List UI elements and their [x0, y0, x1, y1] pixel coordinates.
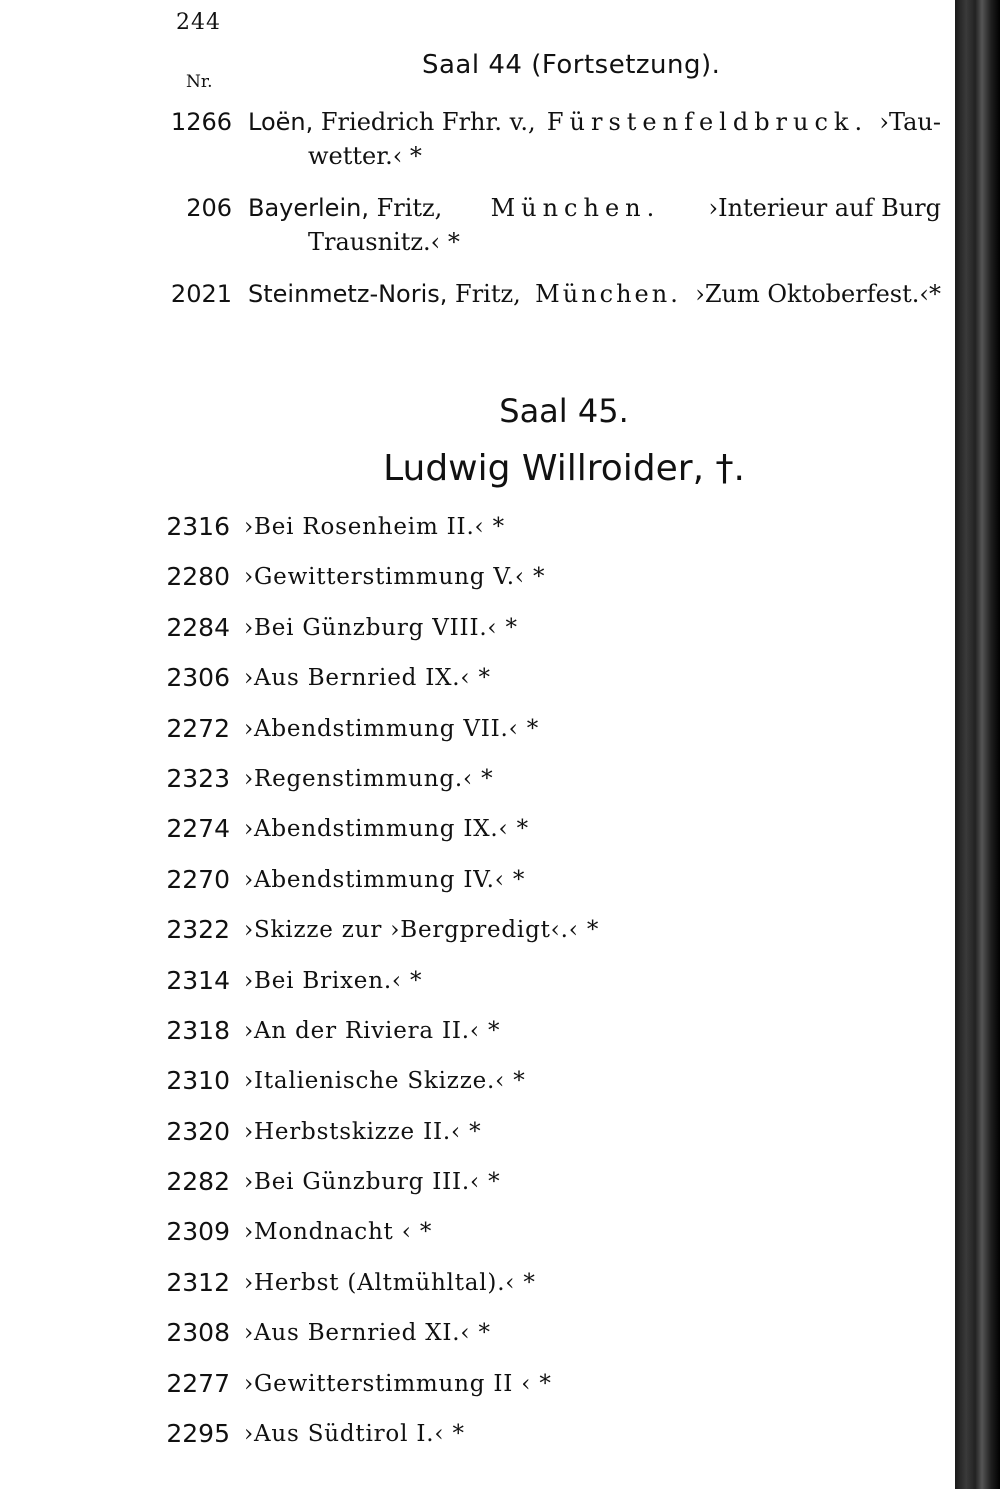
artist-name: Bayerlein, Fritz,: [248, 194, 443, 222]
list-item: 2323 ›Regenstimmung.‹ *: [166, 763, 494, 793]
list-item: 2318 ›An der Riviera II.‹ *: [166, 1015, 501, 1045]
list-item: 2270 ›Abendstimmung IV.‹ *: [166, 864, 526, 894]
list-item: 2310 ›Italienische Skizze.‹ *: [166, 1066, 526, 1096]
page-edge: [955, 0, 1000, 1489]
entry-number: 1266: [170, 108, 232, 136]
list-item: 2309 ›Mondnacht ‹ *: [166, 1217, 433, 1247]
work-title-cont: wetter.‹ *: [308, 142, 422, 170]
list-item: 2312 ›Herbst (Altmühltal).‹ *: [166, 1267, 536, 1297]
entry-line: [248, 108, 941, 136]
catalog-list: [0, 508, 955, 1465]
entry-line: [248, 280, 941, 308]
list-item: 2308 ›Aus Bernried XI.‹ *: [166, 1318, 491, 1348]
list-item: 2322 ›Skizze zur ›Bergpredigt‹.‹ *: [166, 915, 600, 945]
artist-name: Steinmetz-Noris, Fritz,: [248, 280, 521, 308]
list-item: 2282 ›Bei Günzburg III.‹ *: [166, 1167, 501, 1197]
entry-number: 2021: [170, 280, 232, 308]
place: München.: [490, 194, 661, 222]
place: Fürstenfeldbruck.: [546, 108, 869, 136]
list-item: 2316 ›Bei Rosenheim II.‹ *: [166, 512, 505, 541]
place: München.: [535, 280, 681, 308]
list-item: 2295 ›Aus Südtirol I.‹ *: [166, 1419, 465, 1449]
list-item: 2272 ›Abendstimmung VII.‹ *: [166, 713, 540, 743]
section-title: Saal 45.: [499, 392, 629, 430]
entry-number: 206: [186, 194, 232, 222]
artist-heading: Ludwig Willroider, †.: [383, 448, 745, 489]
continuation-title: Saal 44 (Fortsetzung).: [422, 50, 721, 80]
list-item: 2277 ›Gewitterstimmung II ‹ *: [166, 1368, 552, 1398]
work-title: ›Zum Oktoberfest.‹*: [695, 280, 941, 308]
list-item: 2320 ›Herbstskizze II.‹ *: [166, 1116, 482, 1146]
list-item: 2284 ›Bei Günzburg VIII.‹ *: [166, 612, 518, 642]
entry-line: [248, 194, 941, 222]
artist-name: Loën, Friedrich Frhr. v.,: [248, 108, 536, 136]
work-title: ›Tau-: [879, 108, 941, 136]
work-title: ›Interieur auf Burg: [708, 194, 941, 222]
page-number: 244: [176, 10, 221, 35]
nr-label: Nr.: [186, 72, 213, 92]
list-item: 2280 ›Gewitterstimmung V.‹ *: [166, 562, 546, 592]
work-title-cont: Trausnitz.‹ *: [308, 228, 460, 256]
list-item: 2274 ›Abendstimmung IX.‹ *: [166, 814, 529, 844]
list-item: 2306 ›Aus Bernried IX.‹ *: [166, 663, 491, 693]
list-item: 2314 ›Bei Brixen.‹ *: [166, 965, 423, 995]
